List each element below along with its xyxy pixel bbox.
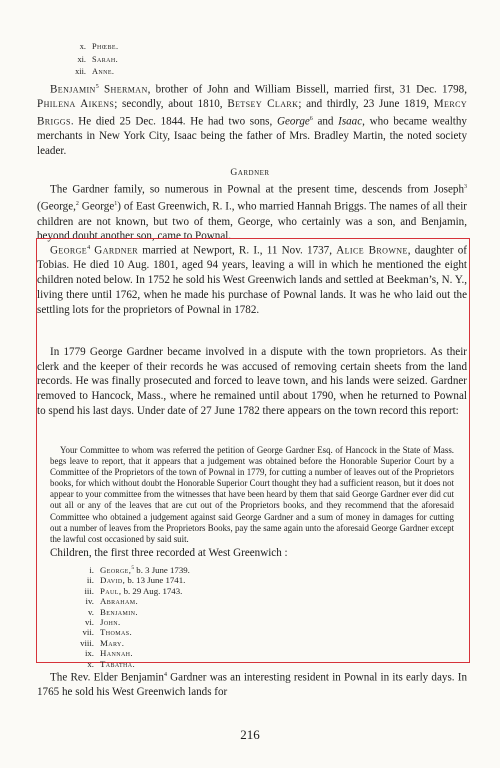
children-heading: Children, the first three recorded at West Greenwich : [50,547,288,559]
list-item: iv. Abraham. [85,596,139,607]
list-item: x. Tabatha. [87,658,136,669]
list-item: iii. Paul, b. 29 Aug. 1743. [84,585,183,596]
page-number: 216 [240,727,260,742]
committee-report-quote: Your Committee to whom was referred the petition of George Gardner Esq. of Hancock in the State of Mass. begs leave to report, that it appears that a judgement was obtained before the Honorable Superior Court by a Committee of the Proprietors of the town of Pownal in 1779, for cutting a number of leaves out of the Proprietors books, for which without doubt the Honorable Superior Court thought they had a sufficient reason, but it does not appear to your committee from the witnesses that have been heard by them that said George Gardner ever did cut out all or any of the leaves that are cut out of the Proprietors books, and they recommend that the aforesaid Committee who obtained a judgement against said George Gardner and a sum of money in damages for cutting out a number of leaves from the Proprietors Books, pay the same again unto the aforesaid George Gardner except the lawful cost occasioned by said suit. [50,445,454,544]
list-item: viii. Mary. [80,637,125,648]
dispute-paragraph: In 1779 George Gardner became involved in a dispute with the town proprietors. As their clerk and the keeper of their records he was accused of removing certain sheets from the land records. He was finally prosecuted and forced to leave town, and his lands were seized. Gardner removed to Hancock, Mass., where he remained until about 1790, when he returned to Pownal to spend his last days. Under date of 27 June 1782 there appears on the town record this report: [37,346,467,417]
list-item: vi. John. [84,616,121,627]
elder-benjamin-paragraph: The Rev. Elder Benjamin$^4$ Gardner was an interesting resident in Pownal in its early days. In 1765 he sold his West Greenwich lands for [37,671,467,699]
list-item: v. Benjamin. [87,606,138,617]
george-gardner-paragraph: George$^4$ Gardner married at Newport, R. I., 11 Nov. 1737, Alice Browne, daughter of Tobias. He died 10 Aug. 1801, aged 94 years, leaving a will in which he mentioned the eight children noted below. In 1752 he sold his West Greenwich lands and settled at Beekman’s, N. Y., living there until 1762, when he made his purchase of Pownal lands. It was he who laid out the settling lots for the proprietors of Pownal in 1782. [37,244,467,316]
children-list-continuation [70,41,118,79]
list-item: xii. Anne. [75,67,115,77]
section-heading-gardner: Gardner [230,167,270,178]
list-item: i. George,$^5$ b. 3 June 1739. [89,564,190,575]
list-item: ii. David, b. 13 June 1741. [86,575,186,586]
list-item: vii. Thomas. [82,627,133,638]
gardner-intro-paragraph: The Gardner family, so numerous in Pownal at the present time, descends from Joseph$^3$ (George,$^2$ George$^1$) of East Greenwich, R. I., who married Hannah Briggs. The names of all their children are not known, but two of them, George, who certainly was a son, and Benjamin, beyond doubt another son, came to Pownal. [37,183,467,243]
list-item: xi. Sarah. [77,54,119,64]
list-item: ix. Hannah. [84,648,134,659]
sherman-paragraph: Benjamin$^5$ Sherman, brother of John and William Bissell, married first, 31 Dec. 1798, Philena Aikens; secondly, about 1810, Betsey Clark; and thirdly, 23 June 1819, Mercy Briggs. He died 25 Dec. 1844. He had two sons, George$^6$ and Isaac, who became wealthy merchants in New York City, Isaac being the father of Mrs. Bradley Martin, the noted society leader. [37,83,467,158]
list-item: x. Phœbe. [79,42,119,51]
children-list [74,563,190,669]
